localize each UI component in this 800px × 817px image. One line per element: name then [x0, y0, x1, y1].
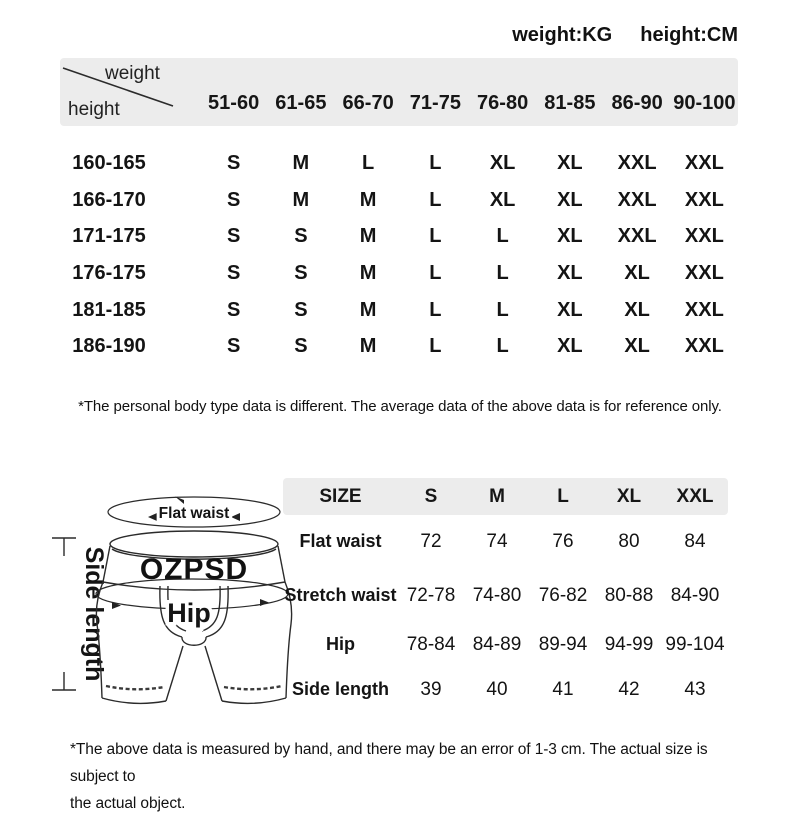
- size-chart-row: [60, 218, 738, 255]
- size-value-5-4: L: [496, 335, 509, 358]
- height-range-label: 176-175: [72, 261, 146, 284]
- weight-column-header-5: 81-85: [544, 92, 596, 114]
- height-range-label: 181-185: [72, 298, 146, 321]
- measurement-value-0-3: 80: [618, 531, 640, 552]
- height-unit-label: height:CM: [640, 24, 738, 46]
- size-value-3-1: S: [294, 261, 308, 284]
- height-range-label: 186-190: [72, 335, 146, 358]
- size-value-1-1: M: [292, 188, 310, 211]
- size-value-2-0: S: [226, 225, 241, 248]
- size-value-5-3: L: [429, 335, 442, 358]
- measurement-value-2-3: 94-99: [604, 634, 654, 655]
- size-value-0-7: XXL: [684, 151, 724, 174]
- size-value-2-2: M: [359, 225, 377, 248]
- measurement-header-3: L: [557, 485, 569, 507]
- measurement-row: [283, 569, 728, 623]
- size-value-1-6: XXL: [617, 188, 657, 211]
- size-chart-row: [60, 145, 738, 182]
- size-value-5-7: XXL: [684, 335, 724, 358]
- measurement-row: [283, 515, 728, 569]
- size-value-4-4: L: [496, 298, 509, 321]
- measurement-table: [283, 478, 728, 713]
- measurement-note-line2: the actual object.: [70, 795, 186, 813]
- size-value-2-4: L: [496, 225, 509, 248]
- size-chart-header-row: [60, 58, 738, 126]
- measurement-value-0-2: 76: [552, 531, 574, 552]
- size-value-5-5: XL: [557, 335, 583, 358]
- size-value-1-2: M: [359, 188, 377, 211]
- measurement-value-3-4: 43: [684, 679, 706, 700]
- weight-column-header-3: 71-75: [409, 92, 461, 114]
- measurement-header-2: M: [489, 485, 505, 507]
- corner-weight-label: weight: [105, 63, 160, 84]
- measurement-value-1-0: 72-78: [406, 585, 456, 606]
- height-range-label: 166-170: [72, 188, 146, 211]
- height-range-label: 160-165: [72, 151, 146, 174]
- measurement-value-0-0: 72: [420, 531, 442, 552]
- measurement-value-0-4: 84: [684, 531, 706, 552]
- size-chart-note: *The personal body type data is different. The average data of the above data is for reference only.: [78, 398, 722, 415]
- size-chart-row: [60, 292, 738, 329]
- weight-column-header-4: 76-80: [477, 92, 529, 114]
- measurement-value-2-2: 89-94: [538, 634, 588, 655]
- size-value-4-3: L: [429, 298, 442, 321]
- size-value-5-2: M: [359, 335, 377, 358]
- weight-column-header-2: 66-70: [342, 92, 394, 114]
- size-value-2-7: XXL: [684, 225, 724, 248]
- size-value-4-2: M: [359, 298, 377, 321]
- hem-stitching: [106, 686, 282, 689]
- size-value-0-6: XXL: [617, 151, 657, 174]
- size-value-4-1: S: [294, 298, 308, 321]
- size-value-3-7: XXL: [684, 261, 724, 284]
- measurement-note-line1: *The above data is measured by hand, and there may be an error of 1-3 cm. The actual size is subject to: [70, 741, 708, 786]
- weight-column-header-7: 90-100: [673, 92, 736, 114]
- size-value-3-0: S: [226, 261, 241, 284]
- measurement-table-header: [283, 478, 728, 515]
- hip-label: Hip: [167, 598, 211, 628]
- size-value-1-0: S: [226, 188, 241, 211]
- measurement-value-2-1: 84-89: [472, 634, 522, 655]
- size-value-3-4: L: [496, 261, 509, 284]
- corner-height-label: height: [68, 99, 120, 120]
- units-note: [512, 24, 738, 47]
- size-value-1-5: XL: [557, 188, 583, 211]
- measurement-value-3-0: 39: [420, 679, 442, 700]
- weight-unit-label: weight:KG: [512, 24, 613, 46]
- size-value-3-2: M: [359, 261, 377, 284]
- brand-logo: OZPSD: [139, 553, 249, 586]
- corner-cell: [60, 58, 200, 126]
- weight-column-header-1: 61-65: [275, 92, 327, 114]
- measurement-header-5: XXL: [676, 485, 714, 507]
- size-value-4-0: S: [226, 298, 241, 321]
- size-value-4-6: XL: [624, 298, 650, 321]
- size-value-2-6: XXL: [617, 225, 657, 248]
- size-value-3-5: XL: [557, 261, 583, 284]
- size-value-2-3: L: [429, 225, 442, 248]
- side-length-bracket: [52, 538, 76, 690]
- size-chart-body: [60, 145, 738, 365]
- measurement-row: [283, 623, 728, 667]
- measurement-table-body: [283, 515, 728, 713]
- measurement-label: Hip: [326, 634, 355, 655]
- size-value-0-0: S: [226, 151, 241, 174]
- size-value-5-0: S: [226, 335, 241, 358]
- flat-waist-label: Flat waist: [158, 505, 230, 522]
- size-value-0-1: M: [292, 151, 310, 174]
- garment-diagram: [42, 476, 304, 731]
- size-value-0-2: L: [362, 151, 375, 174]
- measurement-value-1-3: 80-88: [604, 585, 654, 606]
- measurement-row: [283, 667, 728, 713]
- size-value-2-1: S: [294, 225, 308, 248]
- size-value-1-3: L: [429, 188, 442, 211]
- size-value-5-1: S: [294, 335, 308, 358]
- size-value-3-6: XL: [624, 261, 650, 284]
- size-chart-row: [60, 255, 738, 292]
- weight-column-header-6: 86-90: [611, 92, 663, 114]
- size-value-5-6: XL: [624, 335, 650, 358]
- measurement-label: Flat waist: [299, 531, 382, 552]
- size-value-3-3: L: [429, 261, 442, 284]
- measurement-value-1-2: 76-82: [538, 585, 588, 606]
- size-value-2-5: XL: [557, 225, 583, 248]
- measurement-header-0: SIZE: [319, 485, 362, 507]
- size-value-0-3: L: [429, 151, 442, 174]
- measurement-value-3-3: 42: [618, 679, 640, 700]
- size-value-1-7: XXL: [684, 188, 724, 211]
- size-value-0-5: XL: [557, 151, 583, 174]
- size-chart-row: [60, 182, 738, 219]
- side-length-label: Side length: [80, 546, 108, 682]
- measurement-value-1-4: 84-90: [670, 585, 720, 606]
- measurement-note: [70, 736, 742, 817]
- boxer-brief-diagram: [42, 476, 304, 726]
- measurement-value-0-1: 74: [486, 531, 508, 552]
- measurement-label: Side length: [291, 679, 389, 700]
- measurement-value-2-0: 78-84: [406, 634, 456, 655]
- measurement-value-3-2: 41: [552, 679, 574, 700]
- size-chart-row: [60, 328, 738, 365]
- measurement-value-2-4: 99-104: [665, 634, 725, 655]
- measurement-label: Stretch waist: [284, 585, 397, 606]
- measurement-header-4: XL: [616, 485, 642, 507]
- size-value-0-4: XL: [489, 151, 516, 174]
- measurement-value-3-1: 40: [486, 679, 508, 700]
- measurement-header-1: S: [424, 485, 438, 507]
- height-range-label: 171-175: [72, 225, 146, 248]
- weight-column-header-0: 51-60: [208, 92, 260, 114]
- size-value-1-4: XL: [489, 188, 516, 211]
- size-value-4-5: XL: [557, 298, 583, 321]
- measurement-value-1-1: 74-80: [472, 585, 522, 606]
- size-value-4-7: XXL: [684, 298, 724, 321]
